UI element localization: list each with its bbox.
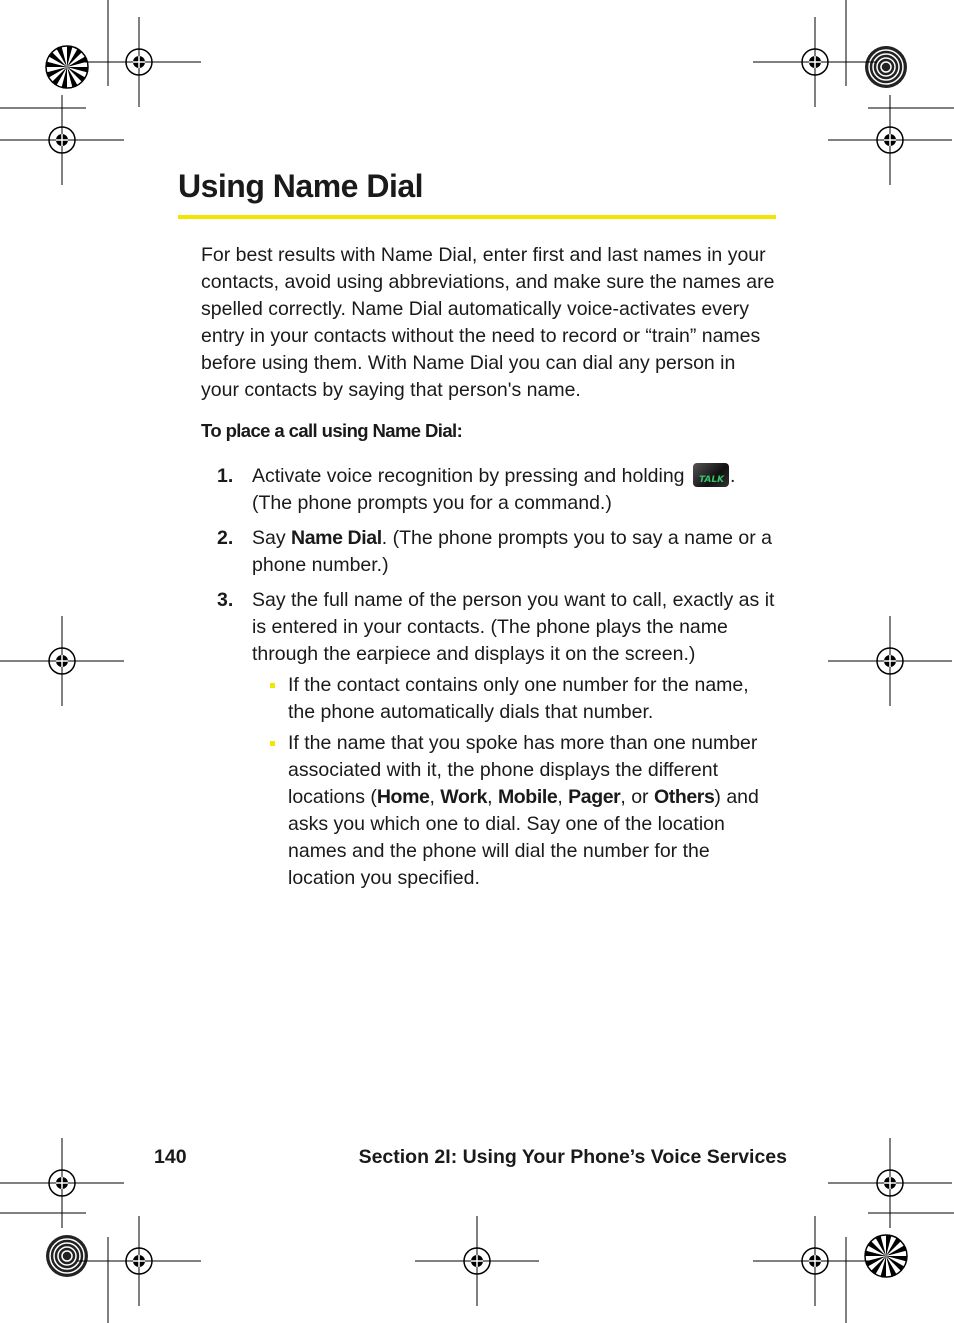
separator: , <box>557 786 569 808</box>
step-text-continued: . (The phone prompts you to say a name or a phone number.) <box>252 527 772 576</box>
step-number: 1. <box>217 465 234 487</box>
step-2 <box>201 525 776 579</box>
bullet-text: If the contact contains only one number for the name, the phone automatically dials that number. <box>288 674 749 723</box>
separator: , or <box>620 786 654 808</box>
steps-list <box>201 463 776 892</box>
step-text: Say <box>252 527 286 549</box>
page-number: 140 <box>154 1146 187 1168</box>
location-others: Others <box>653 786 715 808</box>
step-text: Activate voice recognition by pressing and holding <box>252 465 685 487</box>
step-number: 2. <box>217 527 234 549</box>
location-home: Home <box>376 786 430 808</box>
location-pager: Pager <box>568 786 621 808</box>
procedure-heading: To place a call using Name Dial: <box>201 420 463 441</box>
page-title: Using Name Dial <box>178 168 424 204</box>
step-number: 3. <box>217 589 234 611</box>
bullet-text: If the name that you spoke has more than one number associated with it, the phone displays the different locations ( <box>288 732 758 808</box>
bullet-square-icon <box>270 741 275 746</box>
location-mobile: Mobile <box>497 786 558 808</box>
intro-paragraph: For best results with Name Dial, enter first and last names in your contacts, avoid using abbreviations, and make sure the names are spelled correctly. Name Dial automatically voice-activates every entry in your contacts without the need to record or “train” names before using them. With Name Dial you can dial any person in your contacts by saying that person's name. <box>201 244 775 401</box>
talk-key-label: TALK <box>698 474 725 485</box>
step-3 <box>201 587 776 892</box>
separator: , <box>429 786 441 808</box>
bullet-item <box>252 672 776 726</box>
section-title: Section 2I: Using Your Phone’s Voice Services <box>358 1146 787 1168</box>
step-1 <box>201 463 776 517</box>
bullet-list <box>252 672 776 892</box>
step-text: Say the full name of the person you want to call, exactly as it is entered in your contacts. (The phone plays the name through the earpiece and displays it on the screen.) <box>252 589 775 665</box>
location-work: Work <box>440 786 488 808</box>
separator: , <box>487 786 498 808</box>
page-body <box>201 242 776 900</box>
bullet-square-icon <box>270 683 275 688</box>
talk-key-icon <box>693 463 729 487</box>
title-underline <box>178 215 776 219</box>
command-name-dial: Name Dial <box>291 527 382 549</box>
bullet-item <box>252 730 776 892</box>
bullet-text-continued: ) and asks you which one to dial. Say one of the location names and the phone will dial the number for the location you specified. <box>288 786 759 889</box>
step-text-continued: . (The phone prompts you for a command.) <box>252 465 736 514</box>
